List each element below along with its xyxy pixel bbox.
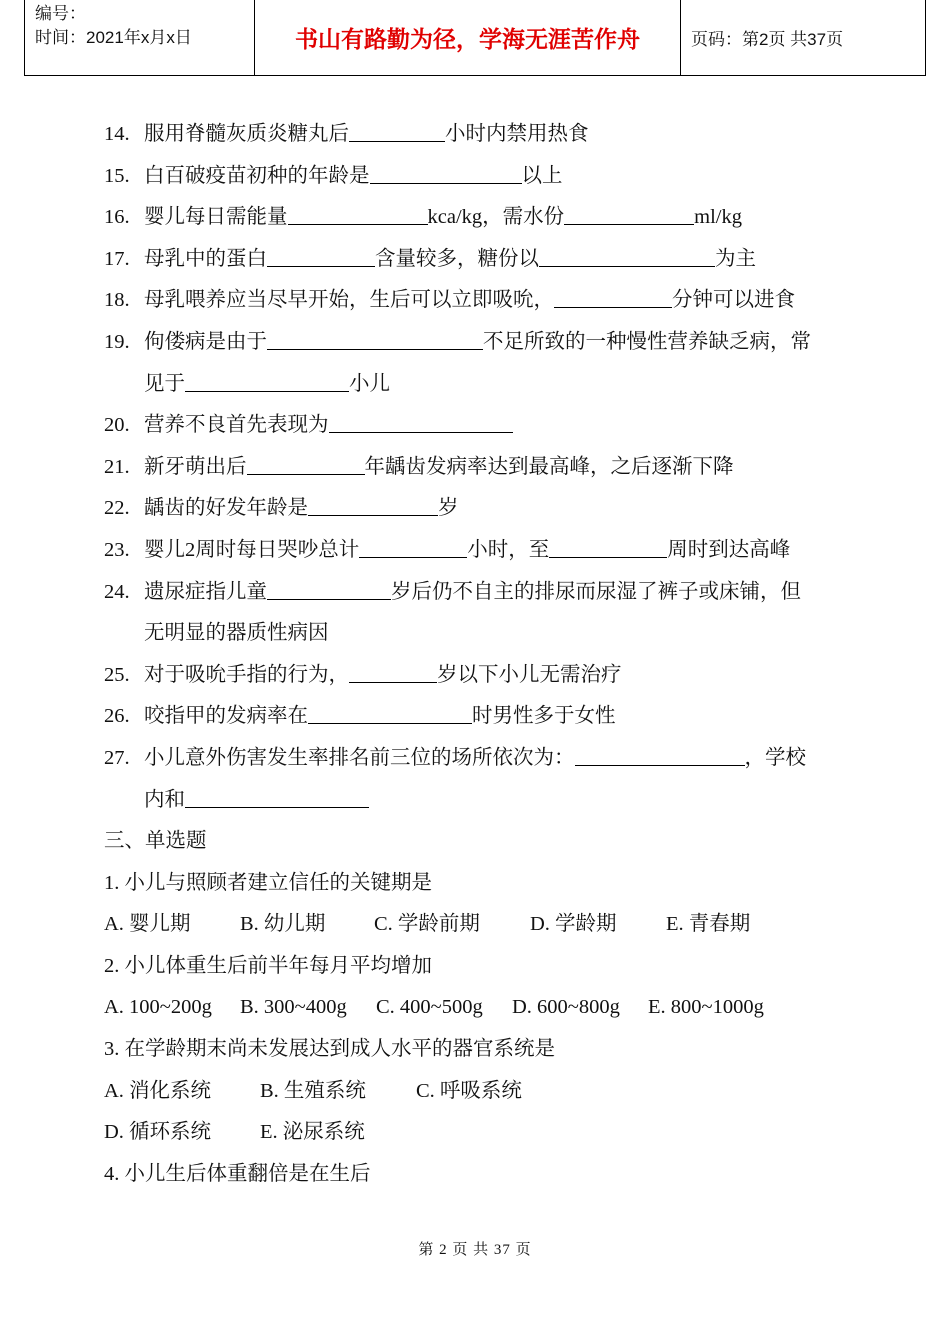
question-number: 14. xyxy=(104,123,130,145)
question-text: 营养不良首先表现为 xyxy=(144,414,329,437)
mcq-option: C. 400~500g xyxy=(376,996,483,1019)
mcq-question-1: 1. 小儿与照顾者建立信任的关键期是 xyxy=(104,871,432,894)
question-text: 岁后仍不自主的排尿而尿湿了裤子或床铺，但 xyxy=(391,580,801,603)
answer-blank xyxy=(329,412,513,433)
header-motto: 书山有路勤为径，学海无涯苦作舟 xyxy=(255,0,681,75)
question-26 xyxy=(104,696,864,738)
answer-blank xyxy=(267,246,375,267)
time-label: 时间：2021年x月x日 xyxy=(35,28,192,47)
question-14 xyxy=(104,114,864,156)
answer-blank xyxy=(185,371,349,392)
question-text: 母乳中的蛋白 xyxy=(144,247,267,270)
question-text: 母乳喂养应当尽早开始，生后可以立即吸吮， xyxy=(144,289,554,312)
mcq-option: A. 100~200g xyxy=(104,996,212,1019)
mcq-options-2 xyxy=(104,987,864,1029)
answer-blank xyxy=(247,454,365,475)
question-text: 服用脊髓灰质炎糖丸后 xyxy=(144,123,349,145)
question-19 xyxy=(104,322,864,364)
question-number: 24. xyxy=(104,580,130,603)
document-body xyxy=(104,114,864,1195)
question-22 xyxy=(104,488,864,530)
mcq-question-3: 3. 在学龄期末尚未发展达到成人水平的器官系统是 xyxy=(104,1038,555,1061)
mcq-option: D. 循环系统 xyxy=(104,1121,212,1144)
mcq-option: E. 800~1000g xyxy=(648,996,764,1019)
answer-blank xyxy=(370,163,522,184)
question-19-continued xyxy=(104,364,864,406)
question-text: 小儿意外伤害发生率排名前三位的场所依次为： xyxy=(144,746,575,769)
answer-blank xyxy=(288,204,428,225)
question-25 xyxy=(104,655,864,697)
question-24-continued xyxy=(104,613,864,655)
mcq-option: E. 泌尿系统 xyxy=(260,1121,365,1144)
question-number: 27. xyxy=(104,746,130,769)
question-27 xyxy=(104,738,864,780)
question-number: 21. xyxy=(104,455,130,478)
question-number: 18. xyxy=(104,289,130,312)
question-text: 小儿 xyxy=(349,372,390,395)
question-text: kca/kg，需水份 xyxy=(427,206,565,229)
question-text: 无明显的器质性病因 xyxy=(144,622,329,645)
mcq-options-3b xyxy=(104,1112,864,1154)
mcq-question-2: 2. 小儿体重生后前半年每月平均增加 xyxy=(104,954,432,977)
question-number: 20. xyxy=(104,414,130,437)
question-text: 遗尿症指儿童 xyxy=(144,580,267,603)
answer-blank xyxy=(267,579,391,600)
answer-blank xyxy=(359,537,467,558)
answer-blank xyxy=(564,204,694,225)
mcq-question-4: 4. 小儿生后体重翻倍是在生后 xyxy=(104,1162,371,1185)
answer-blank xyxy=(539,246,715,267)
mcq-option: C. 呼吸系统 xyxy=(416,1079,522,1102)
mcq-options-3 xyxy=(104,1071,864,1113)
answer-blank xyxy=(308,495,438,516)
question-text: ml/kg xyxy=(694,206,742,229)
question-number: 23. xyxy=(104,538,130,561)
answer-blank xyxy=(349,662,437,683)
mcq-options-1 xyxy=(104,904,864,946)
question-text: 咬指甲的发病率在 xyxy=(144,705,308,728)
answer-blank xyxy=(549,537,667,558)
question-text: 白百破疫苗初种的年龄是 xyxy=(144,164,370,187)
question-15 xyxy=(104,156,864,198)
question-text: 婴儿每日需能量 xyxy=(144,206,288,229)
question-text: 新牙萌出后 xyxy=(144,455,247,478)
question-number: 17. xyxy=(104,247,130,270)
page-footer: 第 2 页 共 37 页 xyxy=(418,1242,532,1258)
answer-blank xyxy=(267,329,483,350)
question-text: 含量较多，糖份以 xyxy=(375,247,539,270)
question-20 xyxy=(104,405,864,447)
answer-blank xyxy=(185,787,369,808)
question-number: 15. xyxy=(104,164,130,187)
question-text: 小时，至 xyxy=(467,538,550,561)
question-21 xyxy=(104,447,864,489)
question-number: 19. xyxy=(104,330,130,353)
mcq-option: D. 学龄期 xyxy=(530,913,617,936)
mcq-option: B. 生殖系统 xyxy=(260,1079,366,1102)
question-text: 佝偻病是由于 xyxy=(144,330,267,353)
question-text: 内和 xyxy=(144,788,185,811)
section-title: 三、单选题 xyxy=(104,830,207,853)
question-text: 以上 xyxy=(521,164,563,187)
question-text: 婴儿2周时每日哭吵总计 xyxy=(144,538,360,561)
mcq-option: C. 学龄前期 xyxy=(374,913,480,936)
answer-blank xyxy=(554,287,672,308)
page-header xyxy=(24,0,926,76)
question-16 xyxy=(104,197,864,239)
question-text: 岁以下小儿无需治疗 xyxy=(437,663,622,686)
question-text: 龋齿的好发年龄是 xyxy=(144,497,308,520)
mcq-option: B. 幼儿期 xyxy=(240,913,326,936)
mcq-option: A. 婴儿期 xyxy=(104,913,191,936)
question-text: 时男性多于女性 xyxy=(472,705,616,728)
question-text: 小时内禁用热食 xyxy=(445,123,589,145)
question-text: 不足所致的一种慢性营养缺乏病，常 xyxy=(483,330,811,353)
question-24 xyxy=(104,572,864,614)
question-number: 16. xyxy=(104,206,130,229)
question-number: 22. xyxy=(104,497,130,520)
answer-blank xyxy=(575,745,745,766)
question-text: 见于 xyxy=(144,372,185,395)
question-number: 26. xyxy=(104,705,130,728)
question-text: 周时到达高峰 xyxy=(667,538,791,561)
header-page-info: 页码：第2页 共37页 xyxy=(691,30,844,49)
number-label: 编号： xyxy=(35,4,86,23)
answer-blank xyxy=(349,121,445,142)
answer-blank xyxy=(308,703,472,724)
mcq-option: A. 消化系统 xyxy=(104,1079,212,1102)
question-text: 年龋齿发病率达到最高峰，之后逐渐下降 xyxy=(364,455,734,478)
mcq-option: E. 青春期 xyxy=(666,913,751,936)
header-meta xyxy=(25,0,255,75)
question-text: 岁 xyxy=(438,497,459,520)
question-17 xyxy=(104,239,864,281)
question-18 xyxy=(104,280,864,322)
mcq-option: B. 300~400g xyxy=(240,996,347,1019)
question-text: 分钟可以进食 xyxy=(672,289,795,312)
mcq-option: D. 600~800g xyxy=(512,996,620,1019)
question-number: 25. xyxy=(104,663,130,686)
question-text: 为主 xyxy=(715,247,756,270)
question-27-continued xyxy=(104,780,864,822)
question-text: ，学校 xyxy=(744,746,806,769)
question-text: 对于吸吮手指的行为， xyxy=(144,663,349,686)
question-23 xyxy=(104,530,864,572)
